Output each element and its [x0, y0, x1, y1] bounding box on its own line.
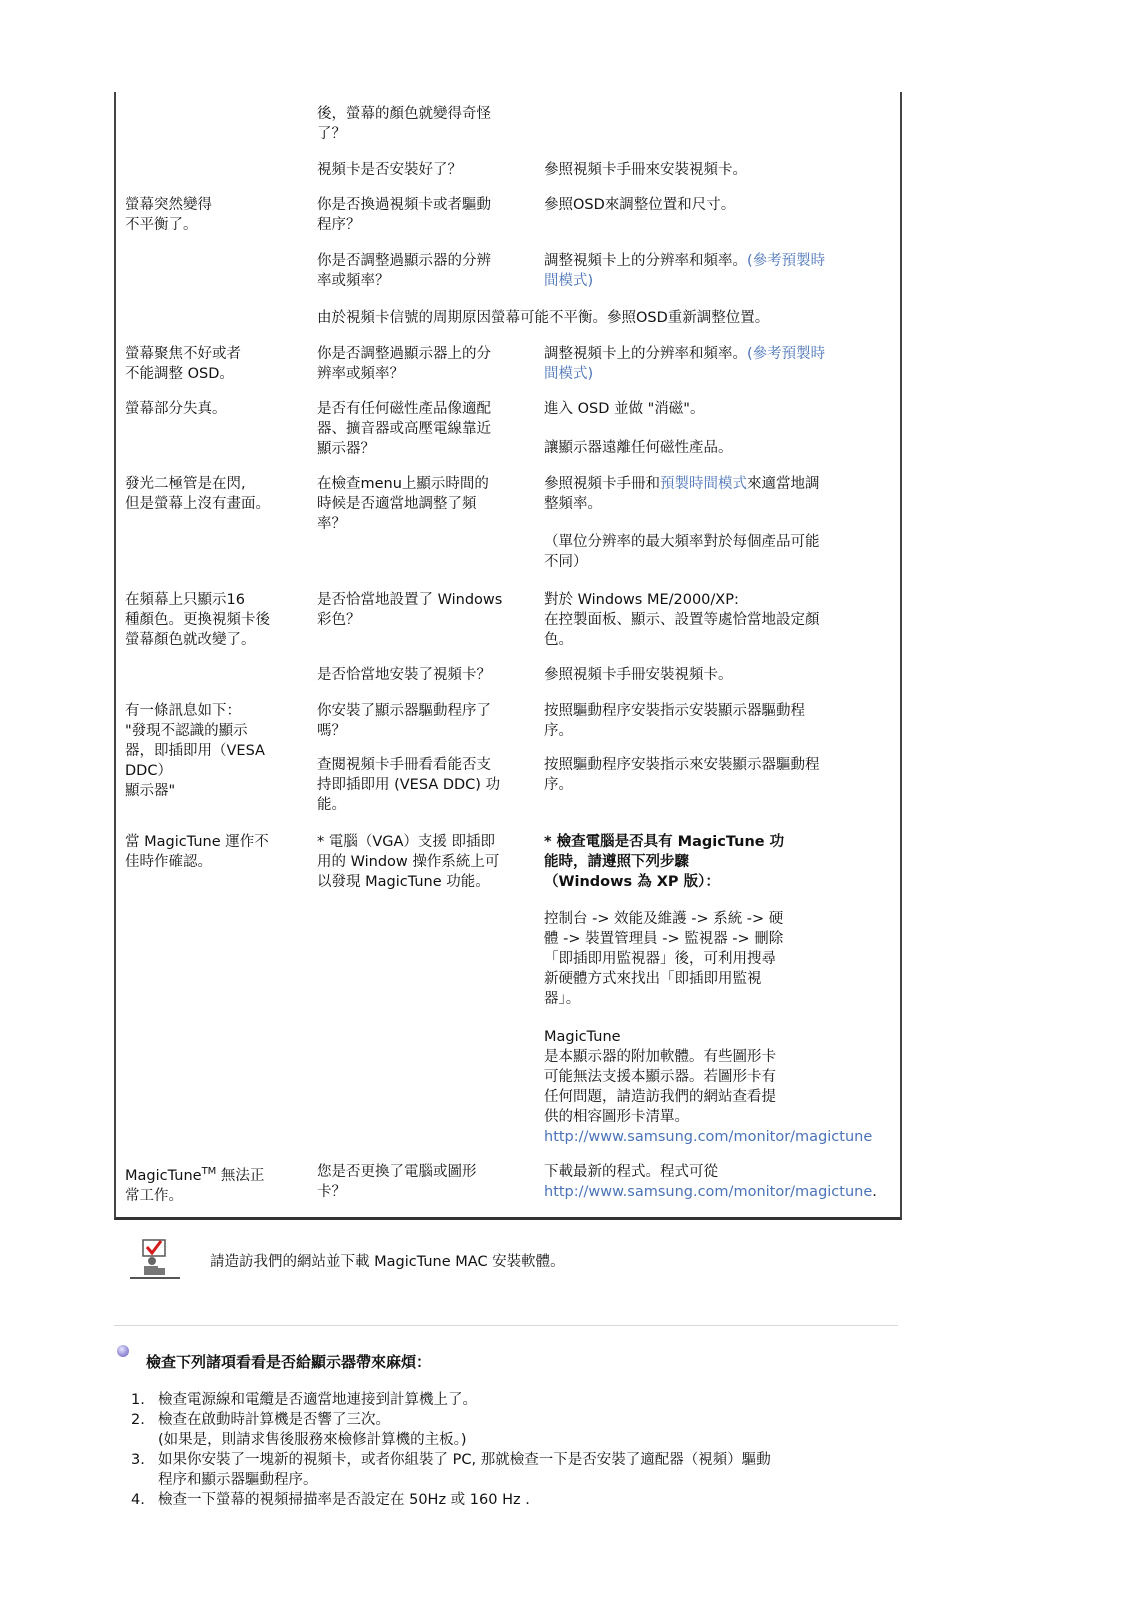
question-cell: 你是否調整過顯示器上的分 辨率或頻率？	[317, 346, 491, 382]
list-item	[125, 1490, 895, 1510]
solution-cell: 參照視頻卡手冊來安裝視頻卡。	[544, 162, 747, 178]
checkmark-person-icon	[130, 1238, 180, 1280]
question-cell: 您是否更換了電腦或圖形 卡？	[317, 1164, 477, 1200]
question-cell: * 電腦（VGA）支援 即插即 用的 Window 操作系統上可 以發現 MagicTune 功能。	[317, 834, 500, 890]
solution-cell: 進入 OSD 並做 "消磁"。	[544, 401, 705, 417]
solution-cell: 按照驅動程序安裝指示來安裝顯示器驅動程 序。	[544, 757, 820, 793]
question-cell: 查閱視頻卡手冊看看能否支 持即插即用 (VESA DDC) 功 能。	[317, 757, 501, 813]
question-cell: 你是否調整過顯示器的分辨 率或頻率？	[317, 253, 491, 289]
list-number: 2.	[131, 1412, 145, 1428]
trademark-mark: TM	[201, 1166, 217, 1177]
preset-timing-link[interactable]: (參考預製時 間模式)	[544, 253, 826, 289]
magictune-url-link[interactable]: http://www.samsung.com/monitor/magictune	[544, 1129, 873, 1145]
list-number: 4.	[131, 1492, 145, 1508]
question-cell: 視頻卡是否安裝好了？	[317, 162, 462, 178]
purple-bullet-icon	[117, 1345, 129, 1357]
solution-steps: 控制台 -> 效能及維護 -> 系統 -> 硬 體 -> 裝置管理員 -> 監視器 -> 刪除 「即插即用監視器」後，可利用搜尋 新硬體方式來找出「即插即用監視 器」。	[544, 911, 784, 1007]
question-cell: 是否恰當地設置了 Windows 彩色？	[317, 592, 503, 628]
solution-cell: 讓顯示器遠離任何磁性產品。	[544, 440, 733, 456]
question-cell: 在檢查menu上顯示時間的 時候是否適當地調整了頻 率？	[317, 476, 489, 532]
list-text: 如果你安裝了一塊新的視頻卡，或者你組裝了 PC, 那就檢查一下是否安裝了適配器（視頻）驅動 程序和顯示器驅動程序。	[158, 1452, 771, 1488]
solution-text: 調整視頻卡上的分辨率和頻率。	[544, 346, 747, 362]
solution-cell	[544, 251, 884, 291]
solution-cell: 對於 Windows ME/2000/XP: 在控製面板、顯示、設置等處恰當地設定顏 色。	[544, 592, 820, 648]
question-cell: 是否恰當地安裝了視頻卡？	[317, 667, 491, 683]
solution-cell: （單位分辨率的最大頻率對於每個產品可能 不同）	[544, 534, 820, 570]
list-item	[125, 1450, 895, 1490]
list-text: 檢查電源線和電纜是否適當地連接到計算機上了。	[158, 1392, 477, 1408]
symptom-cell	[125, 1162, 305, 1206]
list-item	[125, 1390, 895, 1410]
question-cell: 是否有任何磁性產品像適配 器、擴音器或高壓電線靠近 顯示器？	[317, 401, 491, 457]
symptom-cell: 螢幕聚焦不好或者 不能調整 OSD。	[125, 346, 241, 382]
symptom-text: 無法正 常工作。	[125, 1167, 265, 1204]
note-text: 請造訪我們的網站並下載 MagicTune MAC 安裝軟體。	[210, 1254, 565, 1270]
solution-text: 來適當地調 整頻率。	[544, 476, 820, 512]
list-number: 1.	[131, 1392, 145, 1408]
list-text: 檢查一下螢幕的視頻掃描率是否設定在 50Hz 或 160 Hz .	[158, 1492, 530, 1508]
symptom-cell: 螢幕部分失真。	[125, 401, 227, 417]
note-cell: 由於視頻卡信號的周期原因螢幕可能不平衡。參照OSD重新調整位置。	[317, 310, 770, 326]
list-number: 3.	[131, 1452, 145, 1468]
checklist	[125, 1390, 895, 1510]
divider	[114, 1325, 898, 1326]
solution-cell	[544, 474, 884, 514]
symptom-cell: 有一條訊息如下： "發現不認識的顯示 器，即插即用（VESA DDC） 顯示器"	[125, 703, 265, 799]
preset-timing-link[interactable]: (參考預製時 間模式)	[544, 346, 826, 382]
symptom-cell: 在頻幕上只顯示16 種顏色。更換視頻卡後 螢幕顏色就改變了。	[125, 592, 270, 648]
solution-cell: MagicTune 是本顯示器的附加軟體。有些圖形卡 可能無法支援本顯示器。若圖形卡有 任何問題，請造訪我們的網站查看提 供的相容圖形卡清單。	[544, 1029, 776, 1125]
symptom-cell: 當 MagicTune 運作不 佳時作確認。	[125, 834, 269, 870]
solution-cell: 參照視頻卡手冊安裝視頻卡。	[544, 667, 733, 683]
list-item	[125, 1410, 895, 1450]
solution-cell: 按照驅動程序安裝指示安裝顯示器驅動程 序。	[544, 703, 805, 739]
solution-cell	[544, 1162, 889, 1202]
question-cell: 你安裝了顯示器驅動程序了 嗎？	[317, 703, 491, 739]
solution-text: 調整視頻卡上的分辨率和頻率。	[544, 253, 747, 269]
list-text: 檢查在啟動時計算機是否響了三次。 (如果是，則請求售後服務來檢修計算機的主板。)	[158, 1412, 467, 1448]
symptom-cell: 螢幕突然變得 不平衡了。	[125, 197, 212, 233]
symptom-text: MagicTune	[125, 1167, 202, 1184]
symptom-cell: 發光二極管是在閃, 但是螢幕上沒有畫面。	[125, 476, 270, 512]
solution-cell: 參照OSD來調整位置和尺寸。	[544, 197, 736, 213]
solution-cell	[544, 344, 884, 384]
solution-text: 參照視頻卡手冊和	[544, 476, 660, 492]
solution-text: .	[872, 1184, 877, 1200]
question-cell: 後，螢幕的顏色就變得奇怪 了？	[317, 106, 491, 142]
solution-heading: * 檢查電腦是否具有 MagicTune 功 能時，請遵照下列步驟 （Windows 為 XP 版）：	[544, 834, 785, 890]
solution-text: 下載最新的程式。程式可從	[544, 1164, 718, 1180]
magictune-url-link[interactable]: http://www.samsung.com/monitor/magictune	[544, 1184, 873, 1200]
section-title: 檢查下列諸項看看是否給顯示器帶來麻煩：	[146, 1353, 432, 1371]
preset-timing-link[interactable]: 預製時間模式	[660, 476, 747, 492]
question-cell: 你是否換過視頻卡或者驅動 程序？	[317, 197, 491, 233]
